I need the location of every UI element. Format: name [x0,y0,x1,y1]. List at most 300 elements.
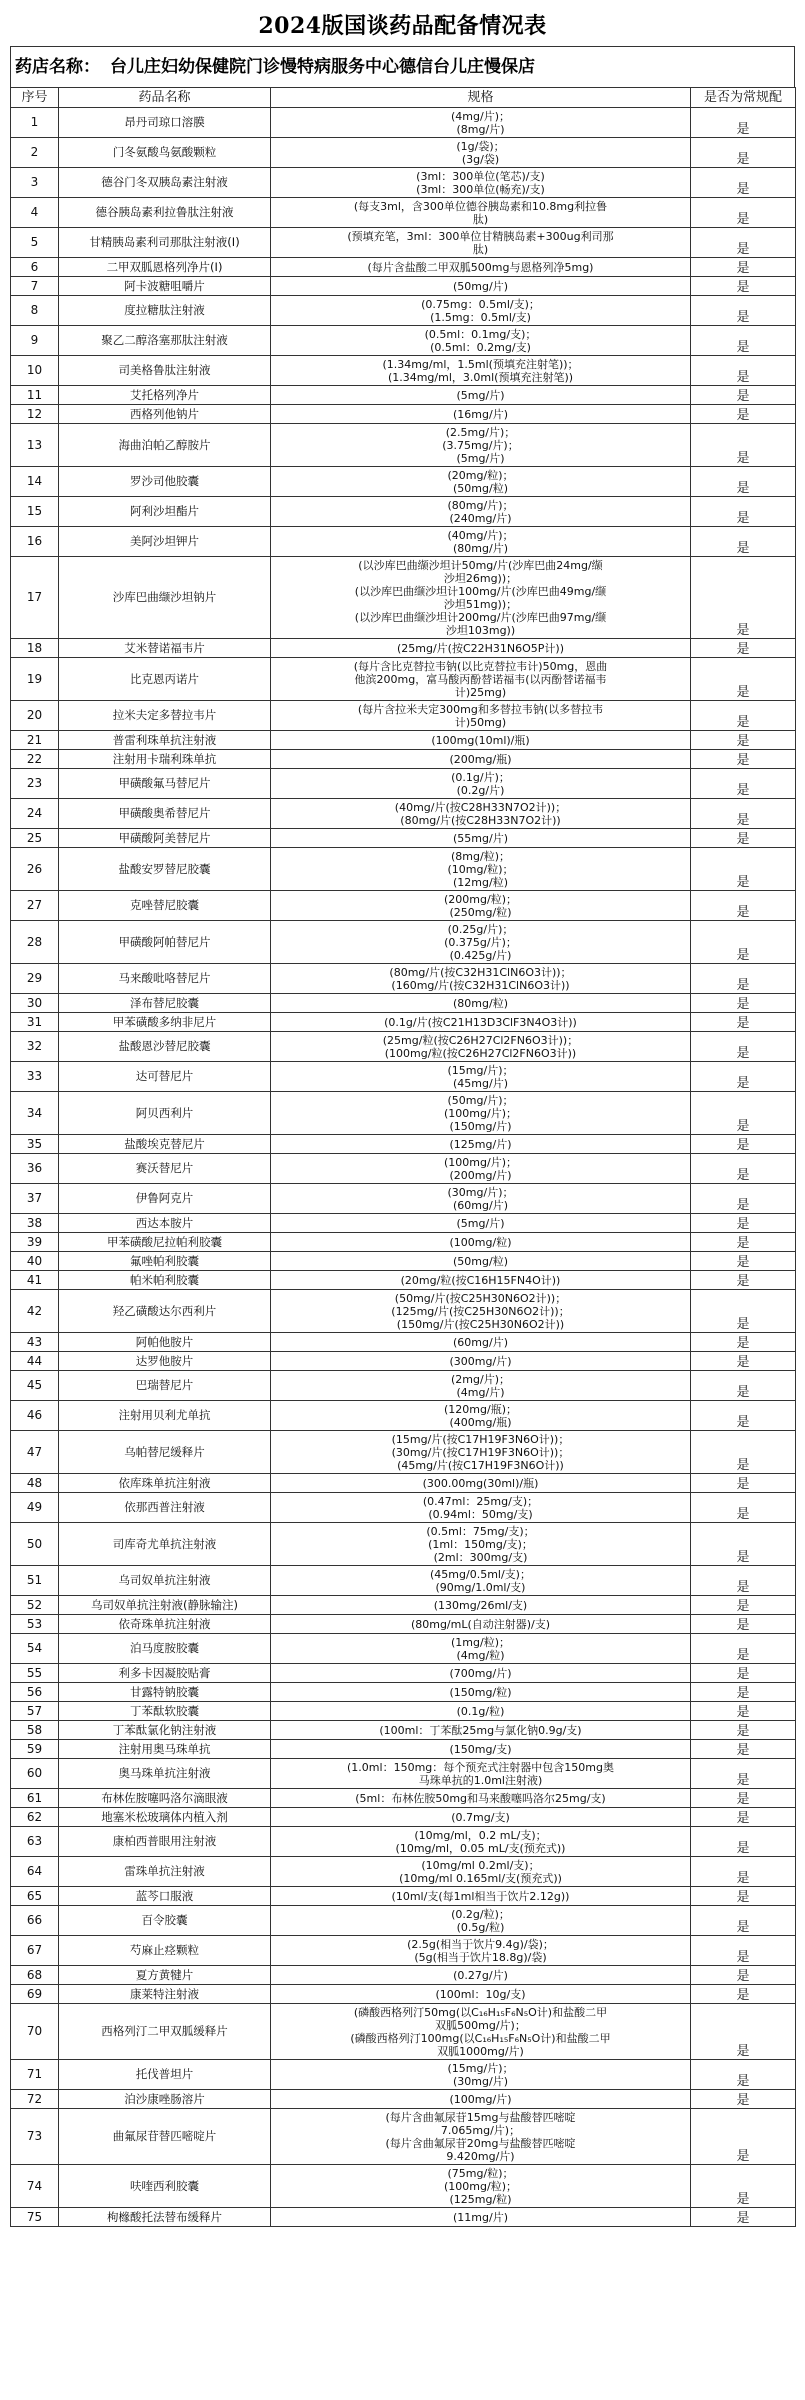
spec-line: (300.00mg(30ml)/瓶) [422,1476,539,1490]
spec-line: (20mg/粒)； [447,468,514,482]
cell-no: 30 [11,994,59,1013]
cell-spec [271,964,691,994]
header-flag: 是否为常规配 [691,88,796,108]
cell-no: 34 [11,1092,59,1135]
cell-spec [271,891,691,921]
cell-regular-flag: 是 [691,891,796,921]
cell-drug-name: 雷珠单抗注射液 [59,1857,271,1887]
spec-line: (0.425g/片) [449,948,512,962]
table-row [11,277,796,296]
cell-spec [271,1827,691,1857]
cell-drug-name: 度拉糖肽注射液 [59,296,271,326]
spec-line: (100mg/片)； [444,1155,517,1169]
spec-line: (1mg/粒)； [451,1635,510,1649]
cell-regular-flag: 是 [691,1431,796,1474]
table-row [11,1683,796,1702]
cell-drug-name: 西达本胺片 [59,1214,271,1233]
spec-line: (60mg/片) [453,1335,508,1349]
cell-regular-flag: 是 [691,258,796,277]
spec-line: 计)50mg) [454,715,507,729]
table-row [11,1596,796,1615]
spec-line: (5g(相当于饮片18.8g)/袋) [414,1950,547,1964]
cell-no: 19 [11,658,59,701]
spec-line: 沙坦51mg))； [443,597,518,611]
cell-drug-name: 甘精胰岛素利司那肽注射液(Ⅰ) [59,228,271,258]
table-row [11,1013,796,1032]
table-row [11,2060,796,2090]
spec-line: (5mg/片) [456,1216,505,1230]
spec-line: (125mg/片(按C25H30N6O2计))； [391,1304,570,1318]
cell-regular-flag: 是 [691,277,796,296]
cell-no: 67 [11,1936,59,1966]
cell-drug-name: 康莱特注射液 [59,1985,271,2004]
spec-line: (75mg/粒)； [447,2166,514,2180]
cell-no: 45 [11,1371,59,1401]
cell-spec [271,1702,691,1721]
spec-line: (15mg/片)； [447,2061,514,2075]
cell-regular-flag: 是 [691,1092,796,1135]
cell-drug-name: 西格列他钠片 [59,405,271,424]
cell-regular-flag: 是 [691,1887,796,1906]
table-row [11,1857,796,1887]
cell-regular-flag: 是 [691,1808,796,1827]
spec-line: (30mg/片(按C17H19F3N6O计))； [391,1445,570,1459]
spec-line: (50mg/片(按C25H30N6O2计))； [394,1291,567,1305]
cell-drug-name: 注射用卡瑞利珠单抗 [59,750,271,769]
cell-regular-flag: 是 [691,198,796,228]
cell-drug-name: 甲磺酸阿美替尼片 [59,829,271,848]
table-row [11,1493,796,1523]
table-body [11,108,796,2227]
cell-regular-flag: 是 [691,467,796,497]
spec-line: (40mg/片)； [447,528,514,542]
cell-spec [271,1092,691,1135]
table-row [11,497,796,527]
cell-no: 5 [11,228,59,258]
spec-line: (30mg/片)； [447,1185,514,1199]
cell-drug-name: 阿卡波糖咀嚼片 [59,277,271,296]
cell-drug-name: 依奇珠单抗注射液 [59,1615,271,1634]
table-row [11,138,796,168]
cell-no: 69 [11,1985,59,2004]
cell-spec [271,1431,691,1474]
spec-line: (50mg/片) [453,279,508,293]
cell-regular-flag: 是 [691,1683,796,1702]
spec-line: (以沙库巴曲缬沙坦计100mg/片(沙库巴曲49mg/缬 [354,584,607,598]
cell-no: 63 [11,1827,59,1857]
cell-no: 26 [11,848,59,891]
cell-drug-name: 泊马度胺胶囊 [59,1634,271,1664]
cell-regular-flag: 是 [691,1062,796,1092]
cell-drug-name: 注射用贝利尤单抗 [59,1401,271,1431]
cell-regular-flag: 是 [691,296,796,326]
table-row [11,527,796,557]
cell-no: 25 [11,829,59,848]
spec-line: (80mg/粒) [453,996,508,1010]
cell-spec [271,1252,691,1271]
table-row [11,1740,796,1759]
cell-regular-flag: 是 [691,1966,796,1985]
cell-drug-name: 氟唑帕利胶囊 [59,1252,271,1271]
cell-no: 7 [11,277,59,296]
cell-no: 10 [11,356,59,386]
table-row [11,731,796,750]
table-row [11,1062,796,1092]
table-row [11,2090,796,2109]
cell-regular-flag: 是 [691,1474,796,1493]
table-row [11,1233,796,1252]
cell-regular-flag: 是 [691,424,796,467]
spec-line: (120mg/瓶)； [444,1402,517,1416]
cell-drug-name: 利多卡因凝胶贴膏 [59,1664,271,1683]
cell-drug-name: 盐酸埃克替尼片 [59,1135,271,1154]
cell-drug-name: 盐酸恩沙替尼胶囊 [59,1032,271,1062]
cell-drug-name: 泽布替尼胶囊 [59,994,271,1013]
cell-no: 21 [11,731,59,750]
cell-no: 1 [11,108,59,138]
table-row [11,1523,796,1566]
cell-spec [271,1290,691,1333]
spec-line: (50mg/粒) [453,1254,508,1268]
cell-spec [271,527,691,557]
spec-line: (0.2g/片) [456,783,505,797]
cell-regular-flag: 是 [691,1523,796,1566]
cell-drug-name: 甲磺酸阿帕替尼片 [59,921,271,964]
cell-regular-flag: 是 [691,557,796,639]
spec-line: (150mg/片) [449,1119,512,1133]
table-row [11,296,796,326]
cell-spec [271,424,691,467]
cell-no: 39 [11,1233,59,1252]
cell-drug-name: 伊鲁阿克片 [59,1184,271,1214]
cell-no: 14 [11,467,59,497]
spec-line: (每片含曲氟尿苷20mg与盐酸替匹嘧啶 [385,2136,576,2150]
cell-regular-flag: 是 [691,750,796,769]
spec-line: (10mg/ml 0.2ml/支)； [421,1858,540,1872]
table-row [11,1887,796,1906]
cell-no: 61 [11,1789,59,1808]
cell-regular-flag: 是 [691,769,796,799]
table-row [11,1966,796,1985]
table-row [11,1906,796,1936]
cell-regular-flag: 是 [691,1857,796,1887]
cell-spec [271,1887,691,1906]
table-row [11,1702,796,1721]
cell-regular-flag: 是 [691,1154,796,1184]
cell-no: 57 [11,1702,59,1721]
cell-no: 8 [11,296,59,326]
spec-line: (100ml：丁苯酞25mg与氯化钠0.9g/支) [379,1723,582,1737]
spec-line: (每片含曲氟尿苷15mg与盐酸替匹嘧啶 [385,2110,576,2124]
cell-no: 75 [11,2208,59,2227]
cell-drug-name: 蓝芩口服液 [59,1887,271,1906]
spec-line: (700mg/片) [449,1666,512,1680]
cell-no: 27 [11,891,59,921]
cell-spec [271,701,691,731]
header-name: 药品名称 [59,88,271,108]
cell-regular-flag: 是 [691,1702,796,1721]
cell-regular-flag: 是 [691,527,796,557]
cell-regular-flag: 是 [691,2165,796,2208]
cell-no: 11 [11,386,59,405]
table-row [11,769,796,799]
cell-no: 52 [11,1596,59,1615]
table-row [11,258,796,277]
cell-no: 47 [11,1431,59,1474]
cell-no: 46 [11,1401,59,1431]
cell-no: 56 [11,1683,59,1702]
cell-regular-flag: 是 [691,1985,796,2004]
table-row [11,1634,796,1664]
spec-line: (5ml：布林佐胺50mg和马来酸噻吗洛尔25mg/支) [355,1791,606,1805]
cell-drug-name: 艾托格列净片 [59,386,271,405]
spec-line: (150mg/支) [449,1742,512,1756]
cell-no: 71 [11,2060,59,2090]
spec-line: (每片含比克替拉韦钠(以比克替拉韦计)50mg，恩曲 [353,659,608,673]
spec-line: (1.0ml：150mg：每个预充式注射器中包含150mg奥 [347,1760,614,1774]
spec-line: (每支3ml，含300单位德谷胰岛素和10.8mg利拉鲁 [353,199,608,213]
cell-no: 49 [11,1493,59,1523]
cell-spec [271,1333,691,1352]
cell-drug-name: 百令胶囊 [59,1906,271,1936]
cell-spec [271,2090,691,2109]
spec-line: (0.5g/粒) [456,1920,505,1934]
spec-line: (0.1g/片)； [451,770,510,784]
cell-drug-name: 海曲泊帕乙醇胺片 [59,424,271,467]
spec-line: (预填充笔，3ml：300单位甘精胰岛素+300ug利司那 [347,229,614,243]
spec-line: (80mg/片)； [447,498,514,512]
spec-line: (50mg/粒) [453,481,508,495]
cell-drug-name: 依那西普注射液 [59,1493,271,1523]
cell-regular-flag: 是 [691,2090,796,2109]
table-row [11,557,796,639]
cell-drug-name: 康柏西普眼用注射液 [59,1827,271,1857]
table-row [11,2004,796,2060]
spec-line: (100mg/粒(按C26H27Cl2FN6O3计)) [384,1046,577,1060]
spec-line: (10ml/支(每1ml相当于饮片2.12g)) [391,1889,570,1903]
cell-regular-flag: 是 [691,497,796,527]
spec-line: (45mg/0.5ml/支)； [430,1567,531,1581]
spec-line: (90mg/1.0ml/支) [435,1580,526,1594]
cell-drug-name: 达可替尼片 [59,1062,271,1092]
spec-line: (2.5g(相当于饮片9.4g)/袋)； [407,1937,554,1951]
table-row [11,1664,796,1683]
cell-regular-flag: 是 [691,1290,796,1333]
table-row [11,1271,796,1290]
cell-spec [271,1371,691,1401]
cell-spec [271,1721,691,1740]
cell-drug-name: 美阿沙坦钾片 [59,527,271,557]
spec-line: (80mg/片(按C32H31ClN6O3计))； [389,965,572,979]
table-row [11,1985,796,2004]
cell-drug-name: 马来酸吡咯替尼片 [59,964,271,994]
spec-line: (125mg/片) [449,1137,512,1151]
spec-line: (4mg/粒) [456,1648,505,1662]
cell-regular-flag: 是 [691,848,796,891]
cell-spec [271,769,691,799]
spec-line: (5mg/片) [456,451,505,465]
table-row [11,405,796,424]
cell-drug-name: 阿利沙坦酯片 [59,497,271,527]
cell-spec [271,921,691,964]
pharmacy-name: 台儿庄妇幼保健院门诊慢特病服务中心德信台儿庄慢保店 [110,57,535,77]
cell-drug-name: 帕米帕利胶囊 [59,1271,271,1290]
cell-spec [271,799,691,829]
spec-line: (2mg/片)； [451,1372,510,1386]
cell-no: 70 [11,2004,59,2060]
spec-line: (0.94ml：50mg/支) [428,1507,533,1521]
cell-spec [271,405,691,424]
cell-spec [271,1789,691,1808]
cell-spec [271,138,691,168]
spec-line: (3.75mg/片)； [442,438,519,452]
table-row [11,921,796,964]
cell-no: 24 [11,799,59,829]
spec-line: (1.34mg/ml，3.0ml(预填充注射笔)) [387,370,574,384]
table-row [11,658,796,701]
cell-no: 65 [11,1887,59,1906]
cell-regular-flag: 是 [691,1827,796,1857]
cell-regular-flag: 是 [691,829,796,848]
table-row [11,1431,796,1474]
cell-spec [271,497,691,527]
cell-drug-name: 比克恩丙诺片 [59,658,271,701]
cell-spec [271,1154,691,1184]
cell-spec [271,1683,691,1702]
spec-line: (0.1g/粒) [456,1704,505,1718]
table-row [11,2165,796,2208]
cell-spec [271,1664,691,1683]
cell-spec [271,168,691,198]
cell-no: 73 [11,2109,59,2165]
spec-line: (200mg/瓶) [449,752,512,766]
spec-line: (以沙库巴曲缬沙坦计200mg/片(沙库巴曲97mg/缬 [354,610,607,624]
spec-line: 他滨200mg，富马酸丙酚替诺福韦(以丙酚替诺福韦 [354,672,607,686]
cell-regular-flag: 是 [691,326,796,356]
cell-no: 17 [11,557,59,639]
table-row [11,1135,796,1154]
spec-line: 沙坦26mg))； [443,571,518,585]
cell-regular-flag: 是 [691,1271,796,1290]
table-row [11,1721,796,1740]
cell-drug-name: 司库奇尤单抗注射液 [59,1523,271,1566]
cell-regular-flag: 是 [691,921,796,964]
spec-line: (3ml：300单位(笔芯)/支) [416,169,545,183]
spec-line: (25mg/粒(按C26H27Cl2FN6O3计))； [382,1033,579,1047]
cell-regular-flag: 是 [691,1214,796,1233]
spec-line: (100mg/粒) [449,1235,512,1249]
cell-regular-flag: 是 [691,1634,796,1664]
table-row [11,1789,796,1808]
spec-line: (80mg/片(按C28H33N7O2计)) [400,813,561,827]
table-row [11,964,796,994]
cell-no: 20 [11,701,59,731]
table-row [11,1566,796,1596]
spec-line: (16mg/片) [453,407,508,421]
cell-no: 29 [11,964,59,994]
table-row [11,1827,796,1857]
cell-regular-flag: 是 [691,1596,796,1615]
cell-drug-name: 奥马珠单抗注射液 [59,1759,271,1789]
cell-regular-flag: 是 [691,1013,796,1032]
cell-spec [271,326,691,356]
header-no: 序号 [11,88,59,108]
cell-drug-name: 达罗他胺片 [59,1352,271,1371]
cell-drug-name: 枸橼酸托法替布缓释片 [59,2208,271,2227]
cell-no: 31 [11,1013,59,1032]
spec-line: (磷酸西格列汀100mg(以C₁₆H₁₅F₆N₅O计)和盐酸二甲 [350,2031,611,2045]
table-row [11,467,796,497]
cell-spec [271,1233,691,1252]
cell-no: 18 [11,639,59,658]
spec-line: (100mg/片)； [444,1106,517,1120]
cell-regular-flag: 是 [691,1566,796,1596]
cell-no: 62 [11,1808,59,1827]
cell-regular-flag: 是 [691,1493,796,1523]
cell-no: 64 [11,1857,59,1887]
cell-no: 66 [11,1906,59,1936]
cell-no: 51 [11,1566,59,1596]
spec-line: 马珠单抗的1.0ml注射液) [418,1773,543,1787]
cell-no: 16 [11,527,59,557]
cell-regular-flag: 是 [691,1184,796,1214]
cell-spec [271,1271,691,1290]
cell-drug-name: 呋喹西利胶囊 [59,2165,271,2208]
spec-line: (0.1g/片(按C21H13D3ClF3N4O3计)) [384,1015,577,1029]
cell-no: 37 [11,1184,59,1214]
cell-regular-flag: 是 [691,731,796,750]
spec-line: 计)25mg) [454,685,507,699]
cell-spec [271,1032,691,1062]
cell-spec [271,2109,691,2165]
cell-no: 6 [11,258,59,277]
cell-no: 68 [11,1966,59,1985]
cell-drug-name: 司美格鲁肽注射液 [59,356,271,386]
cell-no: 2 [11,138,59,168]
table-row [11,1092,796,1135]
cell-drug-name: 布林佐胺噻吗洛尔滴眼液 [59,1789,271,1808]
cell-regular-flag: 是 [691,799,796,829]
spec-line: (100mg/片) [449,2092,512,2106]
cell-regular-flag: 是 [691,108,796,138]
cell-no: 40 [11,1252,59,1271]
cell-spec [271,1906,691,1936]
spec-line: 肽) [472,242,489,256]
cell-regular-flag: 是 [691,994,796,1013]
cell-spec [271,1523,691,1566]
cell-regular-flag: 是 [691,701,796,731]
spec-line: (0.47ml：25mg/支)； [422,1494,539,1508]
cell-drug-name: 地塞米松玻璃体内植入剂 [59,1808,271,1827]
table-row [11,198,796,228]
table-row [11,1401,796,1431]
cell-no: 58 [11,1721,59,1740]
spec-line: (15mg/片(按C17H19F3N6O计))； [391,1432,570,1446]
spec-line: (25mg/片(按C22H31N6O5P计)) [396,641,565,655]
cell-no: 53 [11,1615,59,1634]
cell-regular-flag: 是 [691,1252,796,1271]
cell-no: 32 [11,1032,59,1062]
spec-line: (400mg/瓶) [449,1415,512,1429]
cell-spec [271,1013,691,1032]
spec-line: (3ml：300单位(畅充)/支) [416,182,545,196]
cell-spec [271,198,691,228]
cell-drug-name: 普雷利珠单抗注射液 [59,731,271,750]
spec-line: (每片含拉米夫定300mg和多替拉韦钠(以多替拉韦 [357,702,604,716]
cell-spec [271,848,691,891]
cell-regular-flag: 是 [691,1936,796,1966]
spec-line: (10mg/ml，0.2 mL/支)； [414,1828,547,1842]
